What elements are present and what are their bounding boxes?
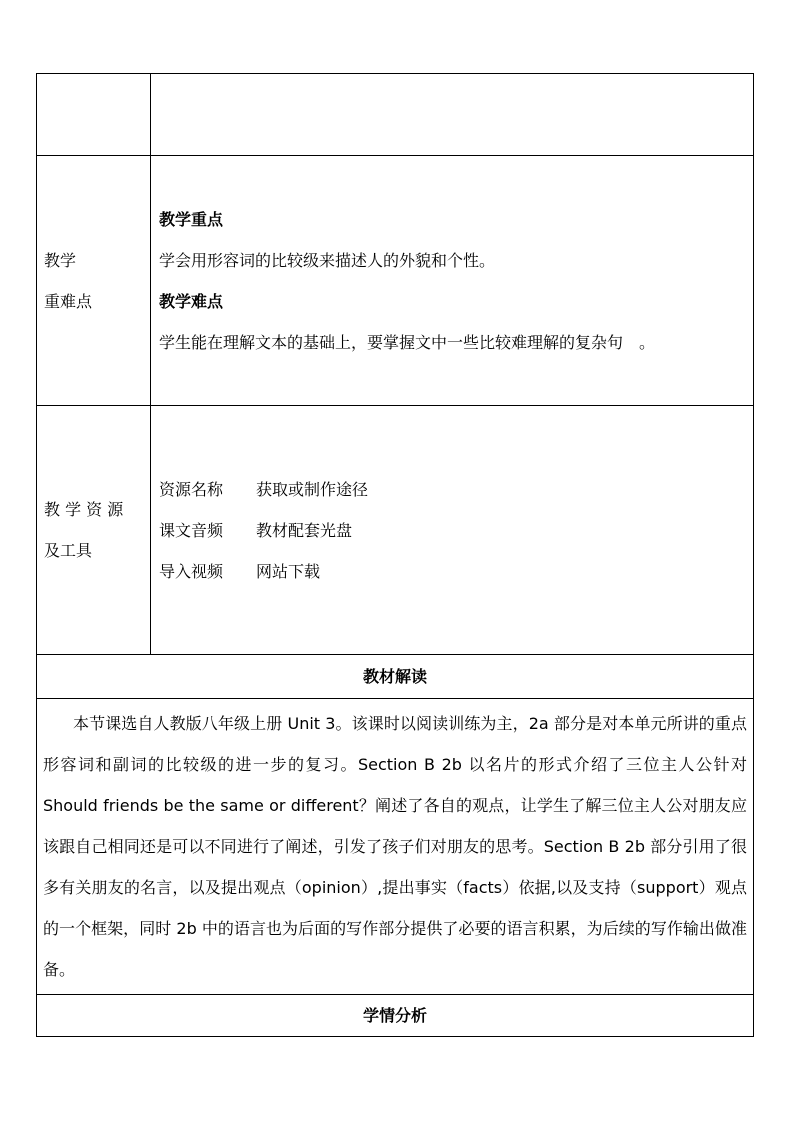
resource-item — [159, 510, 745, 551]
material-paragraph: 本节课选自人教版八年级上册 Unit 3。该课时以阅读训练为主，2a 部分是对本单元所讲的重点形容词和副词的比较级的进一步的复习。Section B 2b 以名片的形式介绍了三位主人公针对 Should friends be the same or different？阐述了各自的观点，让学生了解三位主人公对朋友应该跟自己相同还是可以不同进行了阐述，引发了孩子们对朋友的思考。Section B 2b 部分引用了很多有关朋友的名言，以及提出观点（opinion）,提出事实（facts）依据,以及支持（support）观点的一个框架，同时 2b 中的语言也为后面的写作部分提供了必要的语言积累，为后续的写作输出做准备。 — [37, 699, 754, 995]
analysis-heading: 学情分析 — [37, 995, 754, 1037]
resource-item-source: 网站下载 — [256, 561, 321, 581]
empty-content-cell — [151, 74, 754, 156]
resources-row — [37, 406, 754, 655]
key-point-text: 学会用形容词的比较级来描述人的外貌和个性。 — [159, 250, 496, 270]
focus-label-cell — [37, 156, 151, 406]
difficulty-heading: 教学难点 — [159, 291, 224, 311]
resources-content-cell — [151, 406, 754, 655]
resources-label-line2: 及工具 — [44, 541, 93, 560]
resource-item-name: 导入视频 — [159, 561, 224, 581]
lesson-plan-table — [36, 73, 754, 1037]
material-text-row — [37, 699, 754, 995]
resource-name-header: 资源名称 — [159, 479, 224, 499]
resource-item-source: 教材配套光盘 — [256, 520, 353, 540]
focus-content-cell — [151, 156, 754, 406]
empty-label-cell — [37, 74, 151, 156]
resource-header-line — [159, 469, 745, 510]
material-heading: 教材解读 — [37, 655, 754, 699]
focus-row — [37, 156, 754, 406]
resources-label-cell — [37, 406, 151, 655]
material-heading-row — [37, 655, 754, 699]
resources-label-line1: 教 学 资 源 — [44, 500, 124, 519]
key-point-heading: 教学重点 — [159, 209, 224, 229]
difficulty-text: 学生能在理解文本的基础上，要掌握文中一些比较难理解的复杂句 。 — [159, 332, 656, 352]
resource-item — [159, 551, 745, 592]
focus-label-line1: 教学 — [44, 250, 77, 270]
empty-row — [37, 74, 754, 156]
resource-item-name: 课文音频 — [159, 520, 224, 540]
analysis-heading-row — [37, 995, 754, 1037]
focus-label-line2: 重难点 — [44, 291, 93, 311]
resource-source-header: 获取或制作途径 — [256, 479, 369, 499]
